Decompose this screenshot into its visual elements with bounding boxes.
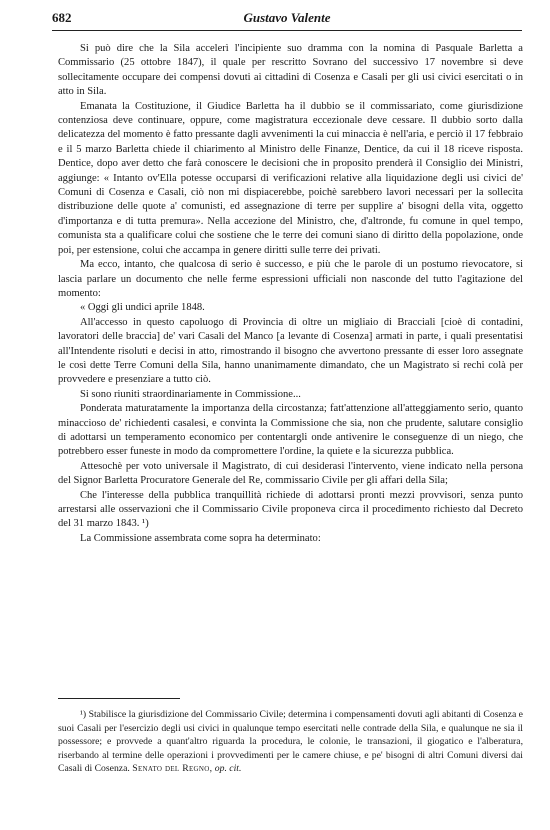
paragraph: Ma ecco, intanto, che qualcosa di serio è successo, e più che le parole di un postumo rievocatore, si lascia parlare un documento che nelle ferme espressioni ufficiali non nasconde del tutto l'agitazione del momento: (58, 259, 523, 299)
footnote-citation-ref: op. cit. (214, 763, 242, 774)
quoted-paragraph: All'accesso in questo capoluogo di Provincia di oltre un migliaio di Bracciali [cioè di contadini, lavoratori delle braccia] de' vari Casali del Manco [a levante di Cosenza] armati in parte, i quali presentatisi all'Intendente risoluti e decisi in atto, rimostrando il bisogno che avvertono pressante di esser loro assegnate le così dette Terre Comuni della Sila, hanno unanimamente dimandato, che un Magistrato si rechi colà per provvedere e presenziare a tutto ciò. (58, 316, 523, 386)
paragraph: Si può dire che la Sila accelerì l'incipiente suo dramma con la nomina di Pasquale Barletta a Commissario (25 ottobre 1847), il quale per rescritto Sovrano del successivo 17 novembre si deve sollecitamente occupare dei compensi dovuti ai cittadini di Cosenza e Casali per gli usi civici esercitati o in atto in Sila. (58, 43, 523, 98)
quoted-paragraph: Che l'interesse della pubblica tranquillità richiede di adottarsi pronti mezzi provvisori, senza punto arrestarsi alle osservazioni che il Commissario Civile proponeva circa il procedimento richiesto dal Decreto del 31 marzo 1843. ¹) (58, 489, 523, 530)
footnote (58, 708, 523, 776)
footnote-divider (58, 698, 180, 699)
paragraph: Emanata la Costituzione, il Giudice Barletta ha il dubbio se il commissariato, come giurisdizione contenziosa deve continuare, oppure, come magistratura eccezionale deve cessare. Il dubbio sorto dalla delicatezza del momento è fatto pressante dagli avvenimenti la cui minaccia è nell'aria, e perciò il 17 febbraio e il 5 marzo Barletta chiede il chiarimento al Ministro delle Finanze, Dentice, da cui il 18 riceve risposta. Dentice, dopo aver detto che farà conoscere le decisioni che in proposito prenderà il Consiglio dei Ministri, aggiunge: « Intanto ov'Ella potesse occuparsi di verificazioni relative alla liquidazione degli usi civici de' Comuni di Cosenza e Casali, ciò non mi dispiacerebbe, poichè sarebbero lavori necessari per la sollecita distribuzione delle quote a' comunisti, ed assegnazione di terre per supplire a' bisogni della vita, oggetto d'importanza e di tutta premura». Nella accezione del Ministro, che, d'altronde, fu comune in quel tempo, comunista sta a qualificare colui che sostiene che le terre dei comuni siano di diritto della popolazione, onde poi, per estensione, colui che accampa in genere diritti sulle terre dei privati. (58, 100, 523, 256)
footnote-text: ¹) Stabilisce la giurisdizione del Commissario Civile; determina i compensamenti dovuti agli abitanti di Cosenza e suoi Casali per l'esercizio degli usi civici in qualunque tempo esercitati nelle contrade della Sila, e qualunque ne sia il possessore; e provvede a quant'altro riguarda la procedura, le colonie, le transazioni, il giogatico e l'alberatura, riserbando al termine delle operazioni i provvedimenti per le camere chiuse, e pe' bisogni di altri Comuni diversi dai Casali di Cosenza. (58, 709, 523, 774)
quoted-paragraph: Ponderata maturatamente la importanza della circostanza; fatt'attenzione all'atteggiamento serio, quanto minaccioso de' richiedenti casalesi, e convinta la Commissione che sia, non che prudente, salutare consiglio di adottarsi un temperamento economico per contentargli onde antivenire le conseguenze di un niego, che potrebbero esser funeste in modo da compromettere l'ordine, la quiete e la sicurezza pubblica. (58, 403, 523, 458)
running-head: Gustavo Valente (243, 10, 331, 25)
footnote-citation-author: Senato del Regno, (132, 763, 213, 774)
quoted-document-date: « Oggi gli undici aprile 1848. (80, 302, 205, 314)
body-text (58, 42, 523, 546)
page-number: 682 (52, 10, 72, 25)
page-header (52, 10, 522, 31)
quoted-paragraph: Attesochè per voto universale il Magistrato, di cui desiderasi l'intervento, viene indicato nella persona del Signor Barletta Procuratore Generale del Re, commissario Civile per gli affari della Sila; (58, 460, 523, 487)
quoted-paragraph: La Commissione assembrata come sopra ha determinato: (80, 532, 321, 544)
quoted-paragraph: Si sono riuniti straordinariamente in Commissione... (80, 388, 301, 400)
